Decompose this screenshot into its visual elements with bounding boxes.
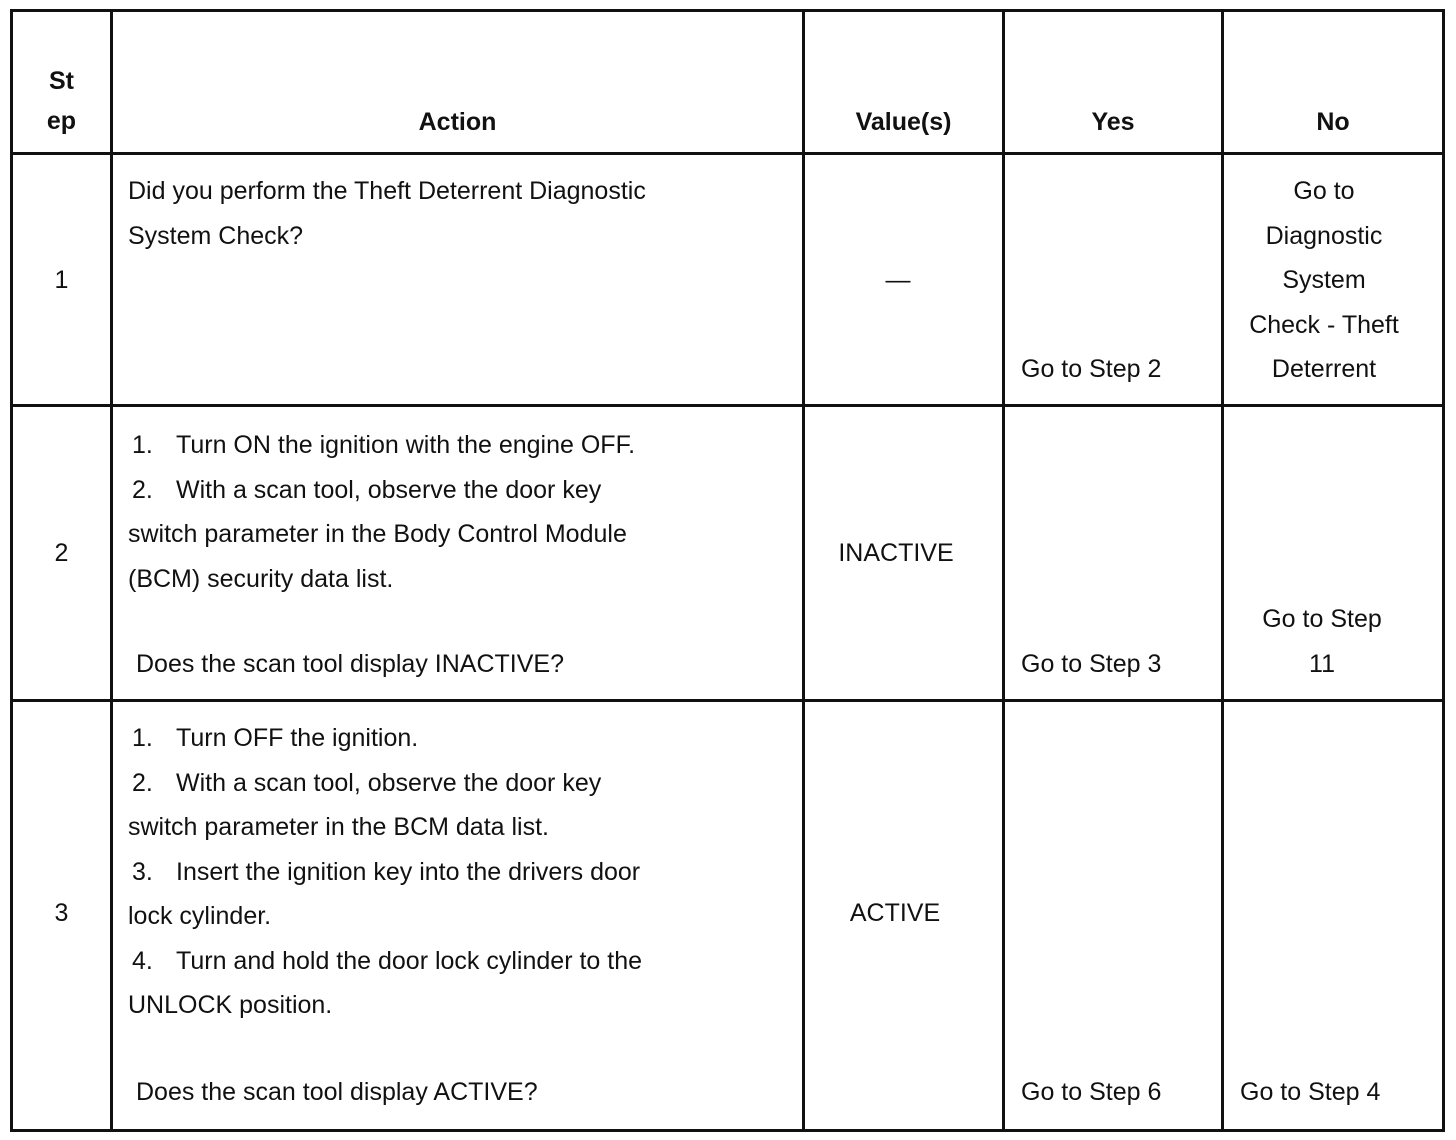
row2-no-line: Go to Step bbox=[1262, 605, 1382, 633]
list-number: 3. bbox=[132, 857, 153, 886]
row1-step: 1 bbox=[54, 266, 69, 294]
header-yes: Yes bbox=[1091, 108, 1135, 136]
list-continuation: UNLOCK position. bbox=[128, 991, 333, 1019]
list-number: 1. bbox=[132, 724, 153, 752]
row2-action bbox=[128, 423, 798, 601]
table-border-top bbox=[10, 9, 1445, 12]
row1-no-line: Go to bbox=[1293, 177, 1355, 205]
list-text: Turn ON the ignition with the engine OFF. bbox=[176, 431, 636, 459]
row3-action bbox=[128, 716, 798, 1028]
list-number: 2. bbox=[132, 475, 153, 504]
header-no: No bbox=[1316, 108, 1350, 136]
row1-action-line: System Check? bbox=[128, 221, 304, 250]
list-number: 2. bbox=[132, 768, 153, 797]
header-step-line1: St bbox=[49, 67, 74, 95]
row2-no bbox=[1224, 597, 1420, 686]
list-continuation: switch parameter in the BCM data list. bbox=[128, 813, 549, 841]
row1-no-line: Check - Theft bbox=[1249, 310, 1399, 339]
row2-yes: Go to Step 3 bbox=[1021, 650, 1162, 678]
table-border-bottom bbox=[10, 1129, 1445, 1132]
list-text: Insert the ignition key into the drivers door bbox=[176, 857, 641, 886]
row3-yes: Go to Step 6 bbox=[1021, 1078, 1162, 1106]
row3-question: Does the scan tool display ACTIVE? bbox=[136, 1078, 538, 1106]
column-divider bbox=[1002, 9, 1005, 1132]
row1-no bbox=[1224, 169, 1424, 392]
list-item bbox=[128, 761, 798, 806]
list-item bbox=[128, 716, 798, 761]
row1-action-line: Did you perform the Theft Deterrent Diagnostic bbox=[128, 177, 646, 205]
row-divider bbox=[10, 404, 1445, 407]
row1-no-line: System bbox=[1282, 266, 1366, 294]
header-step-line2: ep bbox=[46, 107, 77, 135]
row3-no: Go to Step 4 bbox=[1240, 1078, 1381, 1106]
list-text: Turn and hold the door lock cylinder to the bbox=[176, 946, 643, 975]
row-divider bbox=[10, 699, 1445, 702]
row1-value: — bbox=[885, 266, 911, 294]
list-text: Turn OFF the ignition. bbox=[176, 724, 419, 752]
list-continuation: (BCM) security data list. bbox=[128, 564, 394, 593]
row2-step: 2 bbox=[54, 539, 69, 567]
row3-value: ACTIVE bbox=[849, 899, 941, 927]
list-item bbox=[128, 423, 798, 468]
list-number: 1. bbox=[132, 431, 153, 459]
list-item bbox=[128, 850, 798, 895]
list-item bbox=[128, 468, 798, 513]
row1-no-line: Deterrent bbox=[1271, 355, 1377, 383]
row3-step: 3 bbox=[54, 899, 69, 927]
list-text: With a scan tool, observe the door key bbox=[176, 768, 602, 797]
row-divider bbox=[10, 152, 1445, 155]
list-continuation: lock cylinder. bbox=[128, 902, 272, 930]
list-number: 4. bbox=[132, 946, 153, 975]
column-divider bbox=[110, 9, 113, 1132]
row2-value: INACTIVE bbox=[838, 539, 954, 567]
row2-no-line: 11 bbox=[1309, 649, 1335, 678]
row1-action bbox=[128, 169, 798, 258]
row2-question: Does the scan tool display INACTIVE? bbox=[136, 650, 564, 678]
row1-yes: Go to Step 2 bbox=[1021, 355, 1162, 383]
list-item bbox=[128, 939, 798, 984]
header-action: Action bbox=[418, 108, 497, 136]
table-border-right bbox=[1442, 9, 1445, 1132]
header-step bbox=[13, 61, 110, 141]
row1-no-line: Diagnostic bbox=[1265, 221, 1383, 250]
list-text: With a scan tool, observe the door key bbox=[176, 475, 602, 504]
list-continuation: switch parameter in the Body Control Module bbox=[128, 520, 627, 548]
header-values: Value(s) bbox=[855, 108, 952, 136]
